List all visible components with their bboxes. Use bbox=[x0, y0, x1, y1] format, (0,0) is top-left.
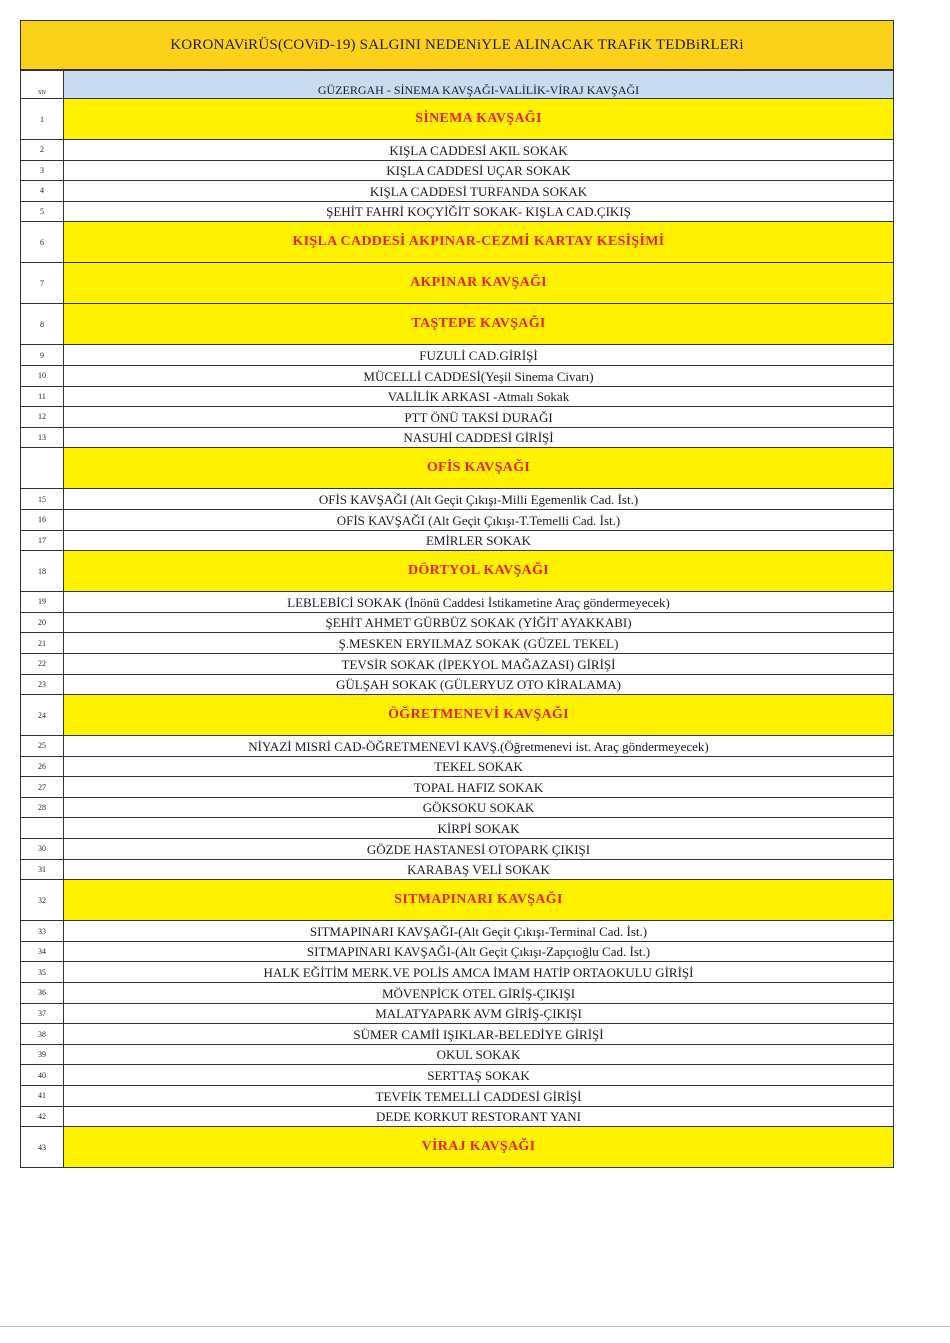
street-row bbox=[21, 736, 894, 757]
street-name: KIŞLA CADDESİ UÇAR SOKAK bbox=[64, 160, 894, 181]
row-number: 7 bbox=[21, 263, 64, 304]
row-number: 31 bbox=[21, 859, 64, 880]
street-row bbox=[21, 530, 894, 551]
street-row bbox=[21, 756, 894, 777]
traffic-measures-sheet bbox=[20, 20, 894, 1168]
street-row bbox=[21, 509, 894, 530]
street-name: KARABAŞ VELİ SOKAK bbox=[64, 859, 894, 880]
row-number: 4 bbox=[21, 181, 64, 202]
junction-row bbox=[21, 880, 894, 921]
row-number bbox=[21, 448, 64, 489]
street-row bbox=[21, 140, 894, 161]
street-row bbox=[21, 592, 894, 613]
street-name: SERTTAŞ SOKAK bbox=[64, 1065, 894, 1086]
street-name: GÖKSOKU SOKAK bbox=[64, 797, 894, 818]
street-name: TEVFİK TEMELLİ CADDESİ GİRİŞİ bbox=[64, 1086, 894, 1107]
row-number: 34 bbox=[21, 941, 64, 962]
junction-name: KIŞLA CADDESİ AKPINAR-CEZMİ KARTAY KESİŞİMİ bbox=[64, 222, 894, 263]
row-number: 22 bbox=[21, 653, 64, 674]
street-name: OFİS KAVŞAĞI (Alt Geçit Çıkışı-Milli Egemenlik Cad. İst.) bbox=[64, 489, 894, 510]
junction-name: AKPINAR KAVŞAĞI bbox=[64, 263, 894, 304]
street-row bbox=[21, 407, 894, 428]
row-number: 10 bbox=[21, 365, 64, 386]
street-name: NİYAZİ MISRİ CAD-ÖĞRETMENEVİ KAVŞ.(Öğretmenevi ist. Araç göndermeyecek) bbox=[64, 736, 894, 757]
street-row bbox=[21, 818, 894, 839]
junction-name: SITMAPINARI KAVŞAĞI bbox=[64, 880, 894, 921]
street-name: SÜMER CAMİİ IŞIKLAR-BELEDİYE GİRİŞİ bbox=[64, 1024, 894, 1045]
street-name: KIŞLA CADDESİ AKIL SOKAK bbox=[64, 140, 894, 161]
junction-name: VİRAJ KAVŞAĞI bbox=[64, 1127, 894, 1168]
street-name: MALATYAPARK AVM GİRİŞ-ÇIKIŞI bbox=[64, 1003, 894, 1024]
street-row bbox=[21, 160, 894, 181]
row-number: 24 bbox=[21, 695, 64, 736]
street-name: Ş.MESKEN ERYILMAZ SOKAK (GÜZEL TEKEL) bbox=[64, 633, 894, 654]
street-row bbox=[21, 1003, 894, 1024]
street-name: PTT ÖNÜ TAKSİ DURAĞI bbox=[64, 407, 894, 428]
row-number: 13 bbox=[21, 427, 64, 448]
row-number: 6 bbox=[21, 222, 64, 263]
row-number: 35 bbox=[21, 962, 64, 983]
row-number: 25 bbox=[21, 736, 64, 757]
street-name: NASUHİ CADDESİ GİRİŞİ bbox=[64, 427, 894, 448]
row-number: 42 bbox=[21, 1106, 64, 1127]
street-row bbox=[21, 839, 894, 860]
street-row bbox=[21, 797, 894, 818]
row-number: 38 bbox=[21, 1024, 64, 1045]
street-row bbox=[21, 777, 894, 798]
street-name: KIŞLA CADDESİ TURFANDA SOKAK bbox=[64, 181, 894, 202]
row-number: 36 bbox=[21, 983, 64, 1004]
street-row bbox=[21, 201, 894, 222]
street-name: LEBLEBİCİ SOKAK (İnönü Caddesi İstikametine Araç göndermeyecek) bbox=[64, 592, 894, 613]
row-number: 1 bbox=[21, 99, 64, 140]
row-number: 11 bbox=[21, 386, 64, 407]
street-name: SITMAPINARI KAVŞAĞI-(Alt Geçit Çıkışı-Terminal Cad. İst.) bbox=[64, 921, 894, 942]
street-name: FUZULİ CAD.GİRİŞİ bbox=[64, 345, 894, 366]
street-name: ŞEHİT FAHRİ KOÇYİĞİT SOKAK- KIŞLA CAD.ÇIKIŞ bbox=[64, 201, 894, 222]
street-row bbox=[21, 653, 894, 674]
street-name: GÜLŞAH SOKAK (GÜLERYUZ OTO KİRALAMA) bbox=[64, 674, 894, 695]
row-number: 15 bbox=[21, 489, 64, 510]
row-number: 21 bbox=[21, 633, 64, 654]
row-number: 16 bbox=[21, 509, 64, 530]
street-row bbox=[21, 941, 894, 962]
row-number: 8 bbox=[21, 304, 64, 345]
junction-name: DÖRTYOL KAVŞAĞI bbox=[64, 551, 894, 592]
row-number: 33 bbox=[21, 921, 64, 942]
junction-row bbox=[21, 448, 894, 489]
row-number: 41 bbox=[21, 1086, 64, 1107]
street-row bbox=[21, 1044, 894, 1065]
street-name: VALİLİK ARKASI -Atmalı Sokak bbox=[64, 386, 894, 407]
row-number: 17 bbox=[21, 530, 64, 551]
street-row bbox=[21, 386, 894, 407]
street-row bbox=[21, 921, 894, 942]
street-row bbox=[21, 365, 894, 386]
row-number: 23 bbox=[21, 674, 64, 695]
junction-name: SİNEMA KAVŞAĞI bbox=[64, 99, 894, 140]
row-number: 43 bbox=[21, 1127, 64, 1168]
street-row bbox=[21, 612, 894, 633]
street-name: TOPAL HAFIZ SOKAK bbox=[64, 777, 894, 798]
street-row bbox=[21, 674, 894, 695]
row-number: 27 bbox=[21, 777, 64, 798]
street-name: DEDE KORKUT RESTORANT YANI bbox=[64, 1106, 894, 1127]
junction-row bbox=[21, 222, 894, 263]
table-header-row bbox=[21, 71, 894, 99]
junction-row bbox=[21, 99, 894, 140]
row-number: 37 bbox=[21, 1003, 64, 1024]
row-number: 9 bbox=[21, 345, 64, 366]
junction-row bbox=[21, 263, 894, 304]
street-name: MÜCELLİ CADDESİ(Yeşil Sinema Civarı) bbox=[64, 365, 894, 386]
route-header: GÜZERGAH - SİNEMA KAVŞAĞI-VALİLİK-VİRAJ KAVŞAĞI bbox=[64, 71, 894, 99]
row-number: 3 bbox=[21, 160, 64, 181]
street-name: KİRPİ SOKAK bbox=[64, 818, 894, 839]
row-number: 32 bbox=[21, 880, 64, 921]
junction-row bbox=[21, 1127, 894, 1168]
street-row bbox=[21, 427, 894, 448]
page-bottom-rule bbox=[0, 1326, 950, 1327]
row-number: 19 bbox=[21, 592, 64, 613]
row-number: 28 bbox=[21, 797, 64, 818]
row-number bbox=[21, 818, 64, 839]
street-name: OFİS KAVŞAĞI (Alt Geçit Çıkışı-T.Temelli Cad. İst.) bbox=[64, 509, 894, 530]
street-row bbox=[21, 633, 894, 654]
row-number: 18 bbox=[21, 551, 64, 592]
row-number: 26 bbox=[21, 756, 64, 777]
street-name: HALK EĞİTİM MERK.VE POLİS AMCA İMAM HATİP ORTAOKULU GİRİŞİ bbox=[64, 962, 894, 983]
street-row bbox=[21, 962, 894, 983]
street-name: TEKEL SOKAK bbox=[64, 756, 894, 777]
street-name: ŞEHİT AHMET GÜRBÜZ SOKAK (YİĞİT AYAKKABI) bbox=[64, 612, 894, 633]
document-title: KORONAViRÜS(COViD-19) SALGINI NEDENiYLE ALINACAK TRAFiK TEDBiRLERi bbox=[20, 20, 894, 70]
street-row bbox=[21, 983, 894, 1004]
row-number: 2 bbox=[21, 140, 64, 161]
street-name: EMİRLER SOKAK bbox=[64, 530, 894, 551]
street-name: GÖZDE HASTANESİ OTOPARK ÇIKIŞI bbox=[64, 839, 894, 860]
junction-row bbox=[21, 695, 894, 736]
row-number: 39 bbox=[21, 1044, 64, 1065]
row-number: 30 bbox=[21, 839, 64, 860]
row-number: 12 bbox=[21, 407, 64, 428]
junction-name: OFİS KAVŞAĞI bbox=[64, 448, 894, 489]
junction-row bbox=[21, 551, 894, 592]
route-table bbox=[20, 70, 894, 1168]
street-row bbox=[21, 1106, 894, 1127]
row-number: 20 bbox=[21, 612, 64, 633]
street-name: MÖVENPİCK OTEL GİRİŞ-ÇIKIŞI bbox=[64, 983, 894, 1004]
street-name: TEVSİR SOKAK (İPEKYOL MAĞAZASI) GİRİŞİ bbox=[64, 653, 894, 674]
route-table-body bbox=[21, 71, 894, 1168]
row-number: 5 bbox=[21, 201, 64, 222]
junction-name: TAŞTEPE KAVŞAĞI bbox=[64, 304, 894, 345]
street-row bbox=[21, 859, 894, 880]
street-row bbox=[21, 1065, 894, 1086]
row-number: 40 bbox=[21, 1065, 64, 1086]
street-row bbox=[21, 1086, 894, 1107]
street-row bbox=[21, 345, 894, 366]
street-name: OKUL SOKAK bbox=[64, 1044, 894, 1065]
street-row bbox=[21, 181, 894, 202]
junction-row bbox=[21, 304, 894, 345]
street-name: SITMAPINARI KAVŞAĞI-(Alt Geçit Çıkışı-Zapçıoğlu Cad. İst.) bbox=[64, 941, 894, 962]
street-row bbox=[21, 1024, 894, 1045]
sn-header: SN bbox=[21, 71, 64, 99]
street-row bbox=[21, 489, 894, 510]
junction-name: ÖĞRETMENEVİ KAVŞAĞI bbox=[64, 695, 894, 736]
